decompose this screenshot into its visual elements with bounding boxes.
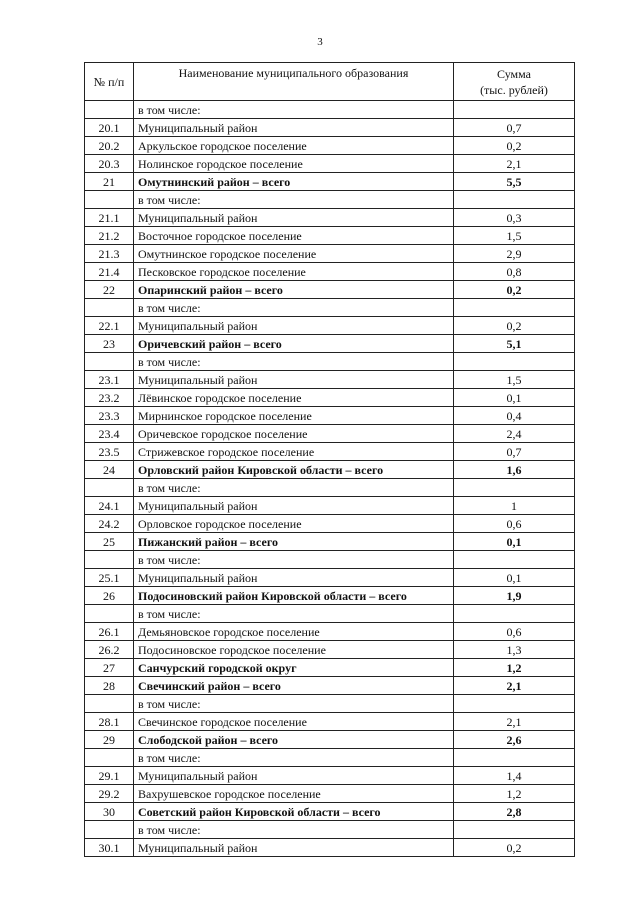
table-row — [85, 389, 575, 407]
row-number-cell: 20.2 — [85, 137, 134, 155]
row-number-cell: 25 — [85, 533, 134, 551]
municipality-name-cell: в том числе: — [134, 695, 454, 713]
table-row — [85, 623, 575, 641]
row-number-cell — [85, 479, 134, 497]
subheading-row — [85, 821, 575, 839]
district-total-row — [85, 677, 575, 695]
table-row — [85, 497, 575, 515]
municipality-name-cell: Нолинское городское поселение — [134, 155, 454, 173]
amount-cell: 1 — [454, 497, 575, 515]
amount-cell: 0,3 — [454, 209, 575, 227]
municipality-name-cell: Орловский район Кировской области – всего — [134, 461, 454, 479]
row-number-cell — [85, 191, 134, 209]
row-number-cell: 24 — [85, 461, 134, 479]
municipality-name-cell: Вахрушевское городское поселение — [134, 785, 454, 803]
row-number-cell: 26.2 — [85, 641, 134, 659]
district-total-row — [85, 803, 575, 821]
municipality-name-cell: в том числе: — [134, 191, 454, 209]
row-number-cell: 29 — [85, 731, 134, 749]
table-row — [85, 245, 575, 263]
table-row — [85, 263, 575, 281]
amount-cell: 0,2 — [454, 839, 575, 857]
table-row — [85, 785, 575, 803]
municipality-name-cell: Оричевское городское поселение — [134, 425, 454, 443]
header-name: Наименование муниципального образования — [134, 63, 454, 101]
row-number-cell: 30.1 — [85, 839, 134, 857]
table-row — [85, 425, 575, 443]
row-number-cell — [85, 749, 134, 767]
district-total-row — [85, 335, 575, 353]
amount-cell: 0,1 — [454, 569, 575, 587]
municipality-name-cell: Муниципальный район — [134, 569, 454, 587]
municipality-name-cell: в том числе: — [134, 479, 454, 497]
row-number-cell — [85, 101, 134, 119]
amount-cell: 1,6 — [454, 461, 575, 479]
amount-cell: 0,7 — [454, 443, 575, 461]
municipality-name-cell: в том числе: — [134, 749, 454, 767]
table-row — [85, 317, 575, 335]
district-total-row — [85, 281, 575, 299]
amount-cell: 2,4 — [454, 425, 575, 443]
row-number-cell — [85, 605, 134, 623]
amount-cell: 1,5 — [454, 371, 575, 389]
table-row — [85, 137, 575, 155]
row-number-cell: 23 — [85, 335, 134, 353]
row-number-cell — [85, 821, 134, 839]
municipality-name-cell: Свечинское городское поселение — [134, 713, 454, 731]
table-row — [85, 407, 575, 425]
table-body — [85, 101, 575, 857]
district-total-row — [85, 173, 575, 191]
row-number-cell: 22 — [85, 281, 134, 299]
table-row — [85, 641, 575, 659]
subheading-row — [85, 101, 575, 119]
amount-cell: 0,4 — [454, 407, 575, 425]
amount-cell — [454, 605, 575, 623]
amount-cell — [454, 749, 575, 767]
row-number-cell: 24.2 — [85, 515, 134, 533]
municipality-name-cell: Пижанский район – всего — [134, 533, 454, 551]
municipality-name-cell: Подосиновское городское поселение — [134, 641, 454, 659]
amount-cell: 2,8 — [454, 803, 575, 821]
table-row — [85, 209, 575, 227]
amount-cell — [454, 821, 575, 839]
municipality-name-cell: Омутнинский район – всего — [134, 173, 454, 191]
row-number-cell: 23.5 — [85, 443, 134, 461]
district-total-row — [85, 731, 575, 749]
row-number-cell: 24.1 — [85, 497, 134, 515]
amount-cell: 2,1 — [454, 155, 575, 173]
row-number-cell: 26 — [85, 587, 134, 605]
municipality-name-cell: Восточное городское поселение — [134, 227, 454, 245]
amount-cell: 0,7 — [454, 119, 575, 137]
amount-cell — [454, 551, 575, 569]
row-number-cell: 21.1 — [85, 209, 134, 227]
municipality-name-cell: Муниципальный район — [134, 209, 454, 227]
amount-cell: 0,1 — [454, 389, 575, 407]
amount-cell: 1,3 — [454, 641, 575, 659]
municipality-name-cell: Омутнинское городское поселение — [134, 245, 454, 263]
amount-cell: 0,8 — [454, 263, 575, 281]
municipality-name-cell: в том числе: — [134, 299, 454, 317]
table-row — [85, 371, 575, 389]
municipality-name-cell: в том числе: — [134, 101, 454, 119]
municipality-name-cell: в том числе: — [134, 821, 454, 839]
amount-cell — [454, 101, 575, 119]
row-number-cell: 23.3 — [85, 407, 134, 425]
row-number-cell: 20.1 — [85, 119, 134, 137]
row-number-cell: 21.3 — [85, 245, 134, 263]
row-number-cell: 23.1 — [85, 371, 134, 389]
row-number-cell: 26.1 — [85, 623, 134, 641]
municipality-name-cell: Муниципальный район — [134, 497, 454, 515]
subheading-row — [85, 749, 575, 767]
row-number-cell: 30 — [85, 803, 134, 821]
municipality-name-cell: в том числе: — [134, 551, 454, 569]
municipality-name-cell: Аркульское городское поселение — [134, 137, 454, 155]
municipality-name-cell: в том числе: — [134, 353, 454, 371]
amount-cell: 0,2 — [454, 317, 575, 335]
amount-cell: 5,5 — [454, 173, 575, 191]
row-number-cell: 21 — [85, 173, 134, 191]
table-row — [85, 443, 575, 461]
amount-cell: 1,2 — [454, 785, 575, 803]
page-number: 3 — [317, 36, 323, 48]
municipality-name-cell: Опаринский район – всего — [134, 281, 454, 299]
row-number-cell: 21.4 — [85, 263, 134, 281]
subheading-row — [85, 353, 575, 371]
header-sum — [454, 63, 575, 101]
subheading-row — [85, 299, 575, 317]
table-row — [85, 839, 575, 857]
municipality-name-cell: Советский район Кировской области – всего — [134, 803, 454, 821]
district-total-row — [85, 659, 575, 677]
subheading-row — [85, 695, 575, 713]
amount-cell — [454, 479, 575, 497]
table-row — [85, 767, 575, 785]
amount-cell: 2,1 — [454, 677, 575, 695]
row-number-cell: 28.1 — [85, 713, 134, 731]
amount-cell: 2,9 — [454, 245, 575, 263]
amount-cell: 1,4 — [454, 767, 575, 785]
municipality-name-cell: Лёвинское городское поселение — [134, 389, 454, 407]
municipality-name-cell: Демьяновское городское поселение — [134, 623, 454, 641]
table-row — [85, 155, 575, 173]
municipality-name-cell: Оричевский район – всего — [134, 335, 454, 353]
header-sum-line1: Сумма — [497, 66, 531, 81]
municipality-name-cell: Муниципальный район — [134, 317, 454, 335]
subheading-row — [85, 479, 575, 497]
amount-cell — [454, 695, 575, 713]
header-num: № п/п — [85, 63, 134, 101]
municipality-name-cell: Мирнинское городское поселение — [134, 407, 454, 425]
district-total-row — [85, 461, 575, 479]
municipality-name-cell: в том числе: — [134, 605, 454, 623]
amount-cell — [454, 299, 575, 317]
municipality-name-cell: Муниципальный район — [134, 119, 454, 137]
amount-cell: 0,6 — [454, 515, 575, 533]
amount-cell: 0,1 — [454, 533, 575, 551]
district-total-row — [85, 533, 575, 551]
row-number-cell: 29.2 — [85, 785, 134, 803]
amount-cell: 0,2 — [454, 137, 575, 155]
municipality-name-cell: Слободской район – всего — [134, 731, 454, 749]
municipality-name-cell: Свечинский район – всего — [134, 677, 454, 695]
header-sum-line2: (тыс. рублей) — [480, 82, 548, 97]
row-number-cell: 23.4 — [85, 425, 134, 443]
row-number-cell: 22.1 — [85, 317, 134, 335]
row-number-cell — [85, 551, 134, 569]
table-row — [85, 119, 575, 137]
amount-cell: 2,1 — [454, 713, 575, 731]
amount-cell: 5,1 — [454, 335, 575, 353]
row-number-cell — [85, 695, 134, 713]
table-header — [85, 63, 575, 101]
row-number-cell: 23.2 — [85, 389, 134, 407]
amount-cell: 1,2 — [454, 659, 575, 677]
municipality-name-cell: Муниципальный район — [134, 839, 454, 857]
amount-cell: 0,2 — [454, 281, 575, 299]
row-number-cell: 28 — [85, 677, 134, 695]
row-number-cell — [85, 299, 134, 317]
table-row — [85, 227, 575, 245]
municipality-name-cell: Санчурский городской округ — [134, 659, 454, 677]
municipality-name-cell: Муниципальный район — [134, 371, 454, 389]
table-row — [85, 713, 575, 731]
amount-cell — [454, 353, 575, 371]
municipality-name-cell: Подосиновский район Кировской области – всего — [134, 587, 454, 605]
amount-cell: 1,9 — [454, 587, 575, 605]
municipality-name-cell: Стрижевское городское поселение — [134, 443, 454, 461]
amount-cell: 1,5 — [454, 227, 575, 245]
table-row — [85, 515, 575, 533]
row-number-cell: 27 — [85, 659, 134, 677]
subheading-row — [85, 605, 575, 623]
subheading-row — [85, 551, 575, 569]
district-total-row — [85, 587, 575, 605]
row-number-cell: 29.1 — [85, 767, 134, 785]
subheading-row — [85, 191, 575, 209]
amount-cell: 0,6 — [454, 623, 575, 641]
municipality-name-cell: Муниципальный район — [134, 767, 454, 785]
row-number-cell: 25.1 — [85, 569, 134, 587]
row-number-cell — [85, 353, 134, 371]
municipality-name-cell: Орловское городское поселение — [134, 515, 454, 533]
amount-cell: 2,6 — [454, 731, 575, 749]
amount-cell — [454, 191, 575, 209]
table-row — [85, 569, 575, 587]
header-row — [85, 63, 575, 101]
municipality-name-cell: Песковское городское поселение — [134, 263, 454, 281]
allocation-table — [84, 62, 575, 857]
row-number-cell: 21.2 — [85, 227, 134, 245]
row-number-cell: 20.3 — [85, 155, 134, 173]
